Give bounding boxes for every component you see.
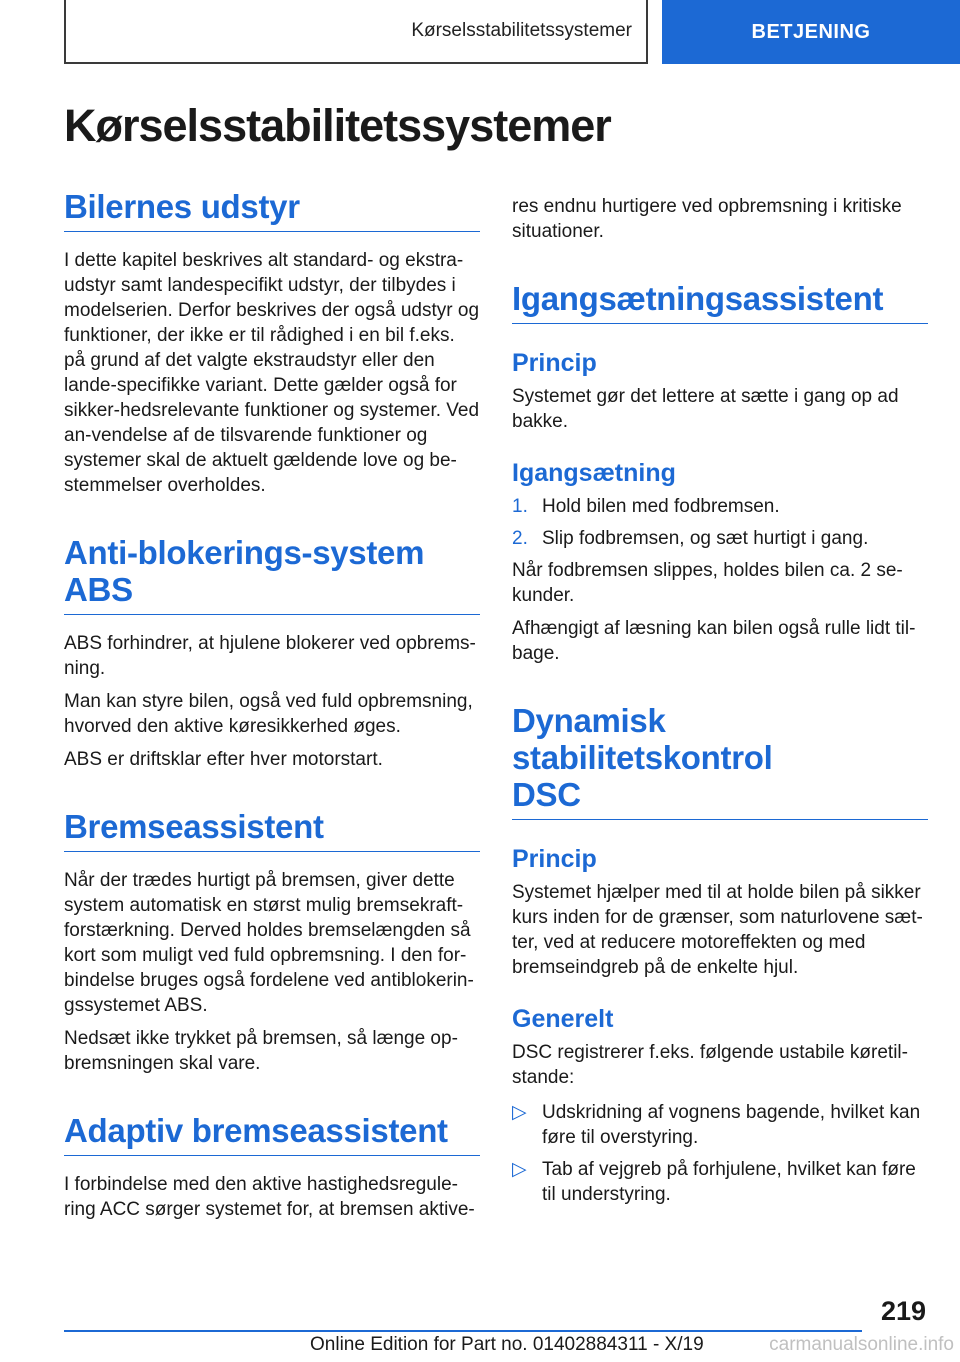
paragraph: Nedsæt ikke trykket på bremsen, så længe op-bremsningen skal vare.	[64, 1028, 458, 1074]
footer-divider	[64, 1330, 862, 1332]
heading-dsc	[512, 702, 928, 820]
list-item	[512, 1100, 928, 1150]
subheading-generelt: Generelt	[512, 1005, 614, 1033]
heading-abs	[64, 534, 480, 615]
heading-abs-line1: Anti-blokerings-system	[64, 534, 425, 571]
section-bilernes-udstyr	[64, 188, 480, 498]
paragraph: DSC registrerer f.eks. følgende ustabile køretil-stande:	[512, 1042, 908, 1088]
step-number: 1.	[512, 496, 528, 517]
running-header-section	[64, 0, 648, 64]
heading-dsc-line1: Dynamisk stabilitetskontrol	[512, 702, 773, 776]
list-item	[512, 1157, 928, 1207]
header-section-title: Kørselsstabilitetssystemer	[411, 20, 632, 41]
paragraph: ABS forhindrer, at hjulene blokerer ved opbrems-ning.	[64, 633, 476, 679]
triangle-bullet-icon: ▷	[512, 1159, 527, 1180]
paragraph: Man kan styre bilen, også ved fuld opbremsning, hvorved den aktive køresikkerhed øges.	[64, 691, 473, 737]
step-text: Slip fodbremsen, og sæt hurtigt i gang.	[542, 528, 869, 549]
section-adaptiv-bremseassistent	[64, 1112, 480, 1222]
heading-bilernes-udstyr: Bilernes udstyr	[64, 188, 480, 232]
paragraph: I forbindelse med den aktive hastighedsregule-ring ACC sørger systemet for, at bremsen aktive-	[64, 1174, 475, 1220]
heading-igangsaetningsassistent: Igangsætningsassistent	[512, 280, 928, 324]
bullet-text: Tab af vejgreb på forhjulene, hvilket kan føre til understyring.	[542, 1159, 916, 1205]
heading-abs-line2: ABS	[64, 571, 133, 608]
section-igangsaetningsassistent	[512, 280, 928, 666]
subheading-princip: Princip	[512, 349, 597, 377]
subheading-princip: Princip	[512, 845, 597, 873]
section-dsc	[512, 702, 928, 1207]
subheading-igangsaetning: Igangsætning	[512, 459, 676, 487]
paragraph: Når der trædes hurtigt på bremsen, giver dette system automatisk en størst mulig bremsekraft-forstærkning. Derved holdes bremselængden så kort som muligt ved fuld opbremsning. I den for-bindelse bruges også fordelene ved antiblokerin-gssystemet ABS.	[64, 870, 474, 1016]
paragraph-continuation: res endnu hurtigere ved opbremsning i kritiske situationer.	[512, 196, 902, 242]
bullet-text: Udskridning af vognens bagende, hvilket kan føre til overstyring.	[542, 1102, 921, 1148]
paragraph: Når fodbremsen slippes, holdes bilen ca. 2 se-kunder.	[512, 560, 903, 606]
heading-adaptiv-bremseassistent: Adaptiv bremseassistent	[64, 1112, 480, 1156]
step-number: 2.	[512, 528, 528, 549]
edition-footer: Online Edition for Part no. 01402884311 - X/19	[310, 1334, 704, 1355]
triangle-bullet-icon: ▷	[512, 1102, 527, 1123]
paragraph: Systemet hjælper med til at holde bilen på sikker kurs inden for de grænser, som naturlovene sæt-ter, ved at reducere motoreffekten og med bremseindgreb på de enkelte hjul.	[512, 882, 923, 978]
paragraph: ABS er driftsklar efter hver motorstart.	[64, 749, 383, 770]
list-item	[512, 526, 928, 551]
paragraph: Systemet gør det lettere at sætte i gang op ad bakke.	[512, 386, 899, 432]
page-title: Kørselsstabilitetssystemer	[64, 100, 611, 151]
page-number: 219	[880, 1296, 926, 1326]
section-abs	[64, 534, 480, 772]
paragraph: I dette kapitel beskrives alt standard- og ekstra-udstyr samt landespecifikt udstyr, der tilbydes i modelserien. Derfor beskrives der også udstyr og funktioner, der ikke er til rådighed i en bil f.eks. på grund af det valgte ekstraudstyr eller den lande-specifikke variant. Dette gælder også for sikker-hedsrelevante funktioner og systemer. Ved an-vendelse af de tilsvarende funktioner og systemer skal de aktuelt gældende love og be-stemmelser overholdes.	[64, 250, 480, 496]
step-text: Hold bilen med fodbremsen.	[542, 496, 780, 517]
chapter-label: BETJENING	[751, 20, 871, 43]
bullet-list	[512, 1100, 928, 1207]
steps-list	[512, 494, 928, 551]
chapter-tab	[662, 0, 960, 64]
left-column	[64, 188, 480, 1222]
section-bremseassistent	[64, 808, 480, 1076]
watermark: carmanualsonline.info	[769, 1334, 954, 1355]
heading-bremseassistent: Bremseassistent	[64, 808, 480, 852]
heading-dsc-line2: DSC	[512, 776, 581, 813]
list-item	[512, 494, 928, 519]
right-column	[512, 194, 928, 1214]
paragraph: Afhængigt af læsning kan bilen også rulle lidt til-bage.	[512, 618, 916, 664]
